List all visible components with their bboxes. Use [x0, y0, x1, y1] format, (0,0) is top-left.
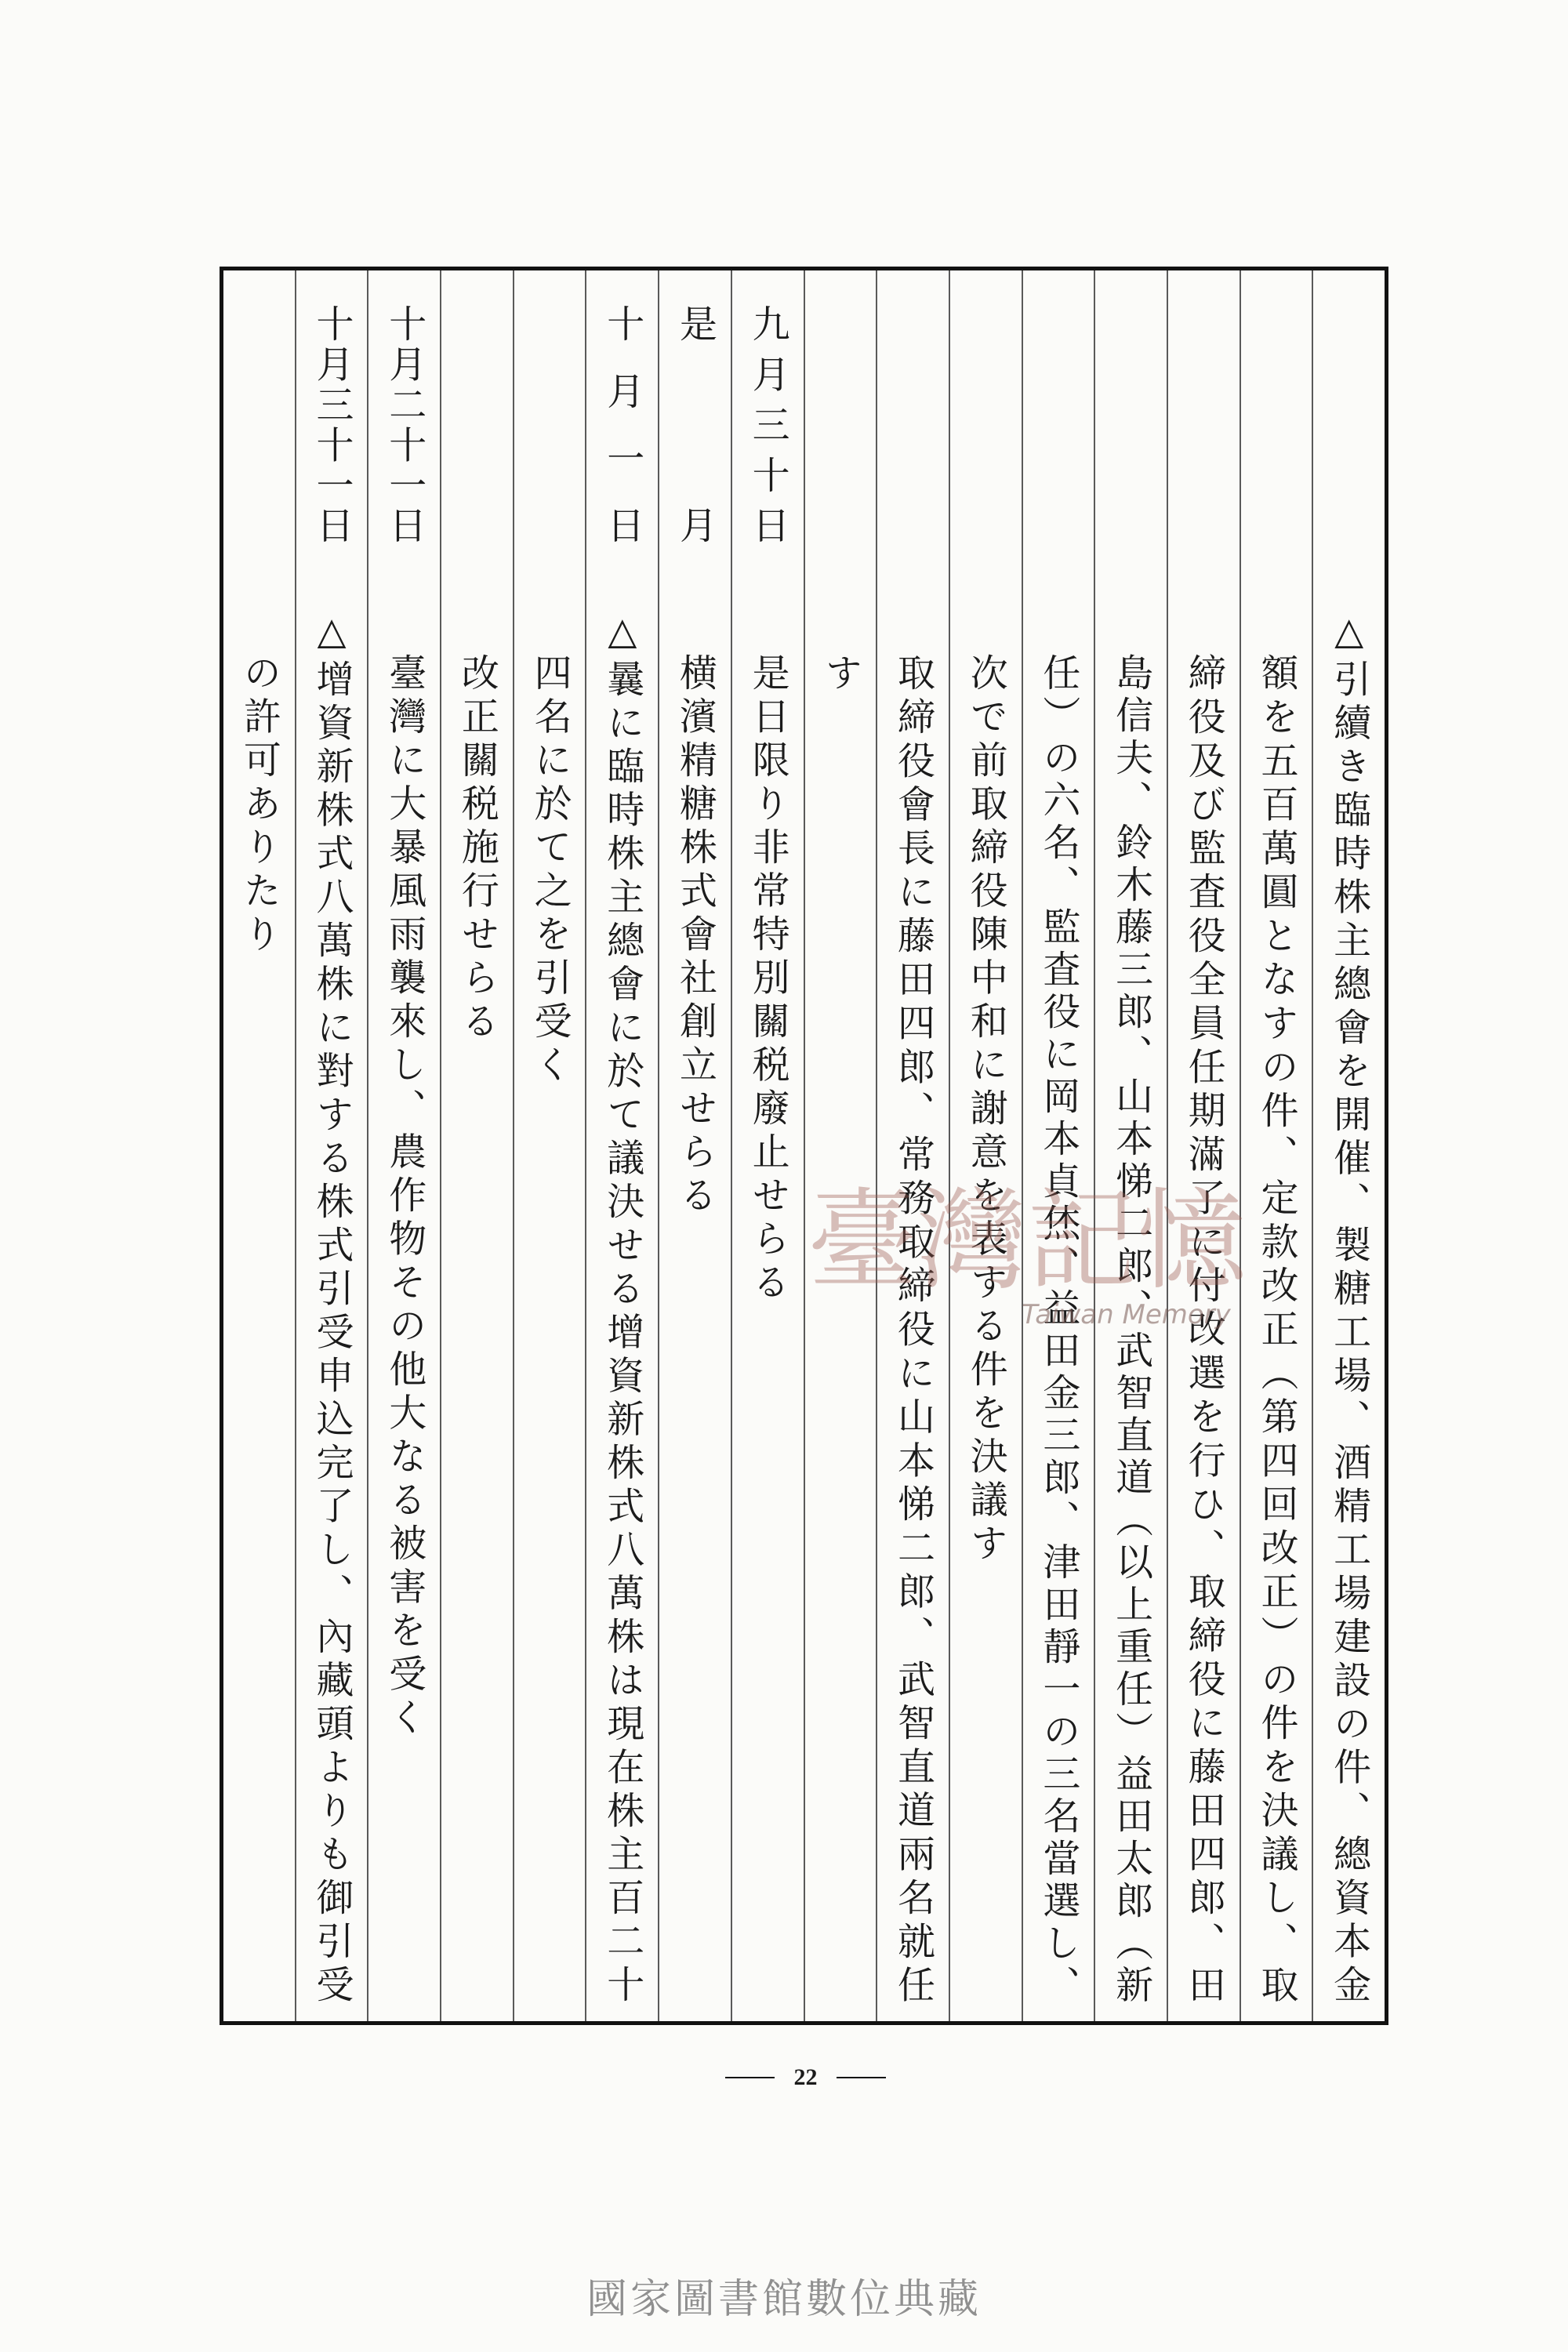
text-line: 額を五百萬圓となすの件、定款改正（第四回改正）の件を決議し、取 [1254, 652, 1298, 2002]
text-line: 任）の六名、監査役に岡本貞烋、益田金三郎、津田靜一の三名當選し、 [1036, 652, 1080, 2002]
text-column [731, 270, 804, 2021]
entry-date: 九月三十日 [746, 304, 790, 543]
text-line: す [818, 652, 862, 696]
entry-date: 十月二十一日 [382, 304, 426, 543]
text-column [223, 270, 295, 2021]
text-line: 締役及び監査役全員任期滿了に付改選を行ひ、取締役に藤田四郎、田 [1181, 652, 1226, 2002]
text-line: △引續き臨時株主總會を開催、製糖工場、酒精工場建設の件、總資本金 [1327, 609, 1371, 2002]
watermark-title: 臺灣記憶 [808, 1178, 1247, 1305]
text-column [1094, 270, 1167, 2021]
text-line: 次で前取締役陳中和に謝意を表する件を決議す [964, 652, 1008, 1566]
text-line: 改正關税施行せらる [455, 652, 499, 1044]
text-column [1240, 270, 1312, 2021]
text-line: 四名に於て之を引受く [528, 652, 572, 1088]
text-column [804, 270, 877, 2021]
text-column [1312, 270, 1385, 2021]
page-number-rule [837, 2077, 886, 2078]
text-column [1167, 270, 1240, 2021]
collection-credit: 國家圖書館數位典藏 [586, 2276, 982, 2323]
page-number-block [725, 2063, 886, 2092]
entry-date: 是月 [673, 304, 717, 543]
page-number: 22 [793, 2064, 818, 2090]
text-line: 臺灣に大暴風雨襲來し、農作物その他大なる被害を受く [382, 652, 426, 1740]
text-line: △曩に臨時株主總會に於て議決せる增資新株式八萬株は現在株主百二十 [600, 609, 644, 2002]
text-line: の許可ありたり [237, 652, 281, 957]
text-column [513, 270, 586, 2021]
text-column [1022, 270, 1094, 2021]
text-column [876, 270, 949, 2021]
page-frame [220, 267, 1388, 2025]
entry-date: 十月三十一日 [310, 304, 354, 543]
text-column [367, 270, 440, 2021]
text-column [658, 270, 731, 2021]
text-line: 是日限り非常特別關税廢止せらる [746, 652, 790, 1305]
watermark-subtitle: Taiwan Memory [1022, 1299, 1231, 1330]
text-column [295, 270, 368, 2021]
page-number-rule [725, 2077, 775, 2078]
text-line: 取締役會長に藤田四郎、常務取締役に山本悌二郎、武智直道兩名就任 [891, 652, 935, 2002]
text-column [585, 270, 658, 2021]
text-line: 横濱精糖株式會社創立せらる [673, 652, 717, 1218]
text-line: 島信夫、鈴木藤三郎、山本悌二郎、武智直道（以上重任）益田太郎（新 [1109, 652, 1153, 2002]
text-column [949, 270, 1022, 2021]
text-line: △增資新株式八萬株に對する株式引受申込完了し、內藏頭よりも御引受 [310, 609, 354, 2002]
entry-date: 十月一日 [600, 304, 644, 543]
text-column [440, 270, 513, 2021]
